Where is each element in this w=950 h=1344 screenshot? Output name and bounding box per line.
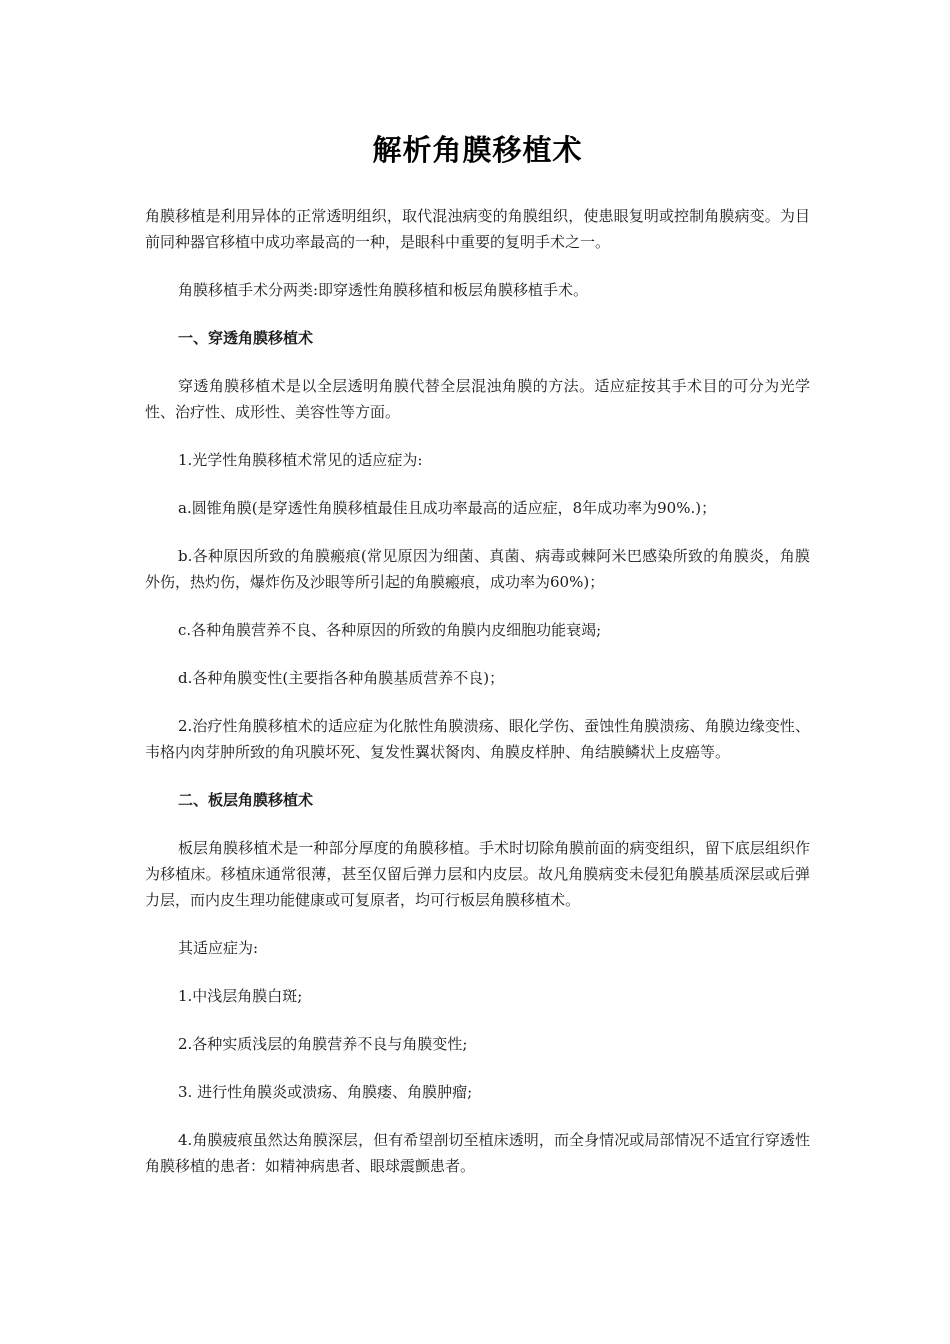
indication-item-c: c.各种角膜营养不良、各种原因的所致的角膜内皮细胞功能衰竭;: [178, 621, 602, 639]
surgery-types-paragraph: 角膜移植手术分两类:即穿透性角膜移植和板层角膜移植手术。: [178, 281, 589, 299]
therapeutic-indications: 2.治疗性角膜移植术的适应症为化脓性角膜溃疡、眼化学伤、蚕蚀性角膜溃疡、角膜边缘变性、韦格内肉芽肿所致的角巩膜坏死、复发性翼状胬肉、角膜皮样肿、角结膜鳞状上皮癌等。: [145, 717, 810, 761]
lamellar-item-4: 4.角膜疲痕虽然达角膜深层，但有希望剖切至植床透明，而全身情况或局部情况不适宜行穿透性角膜移植的患者：如精神病患者、眼球震颤患者。: [145, 1131, 810, 1175]
lamellar-indications-heading: 其适应症为:: [178, 939, 259, 957]
indication-item-b: b.各种原因所致的角膜瘢痕(常见原因为细菌、真菌、病毒或棘阿米巴感染所致的角膜炎，角膜外伤，热灼伤，爆炸伤及沙眼等所引起的角膜瘢痕，成功率为60%)；: [145, 547, 810, 591]
section-heading-lamellar: 二、板层角膜移植术: [178, 791, 314, 809]
document-title: 解析角膜移植术: [372, 133, 583, 167]
lamellar-item-1: 1.中浅层角膜白斑;: [178, 987, 303, 1005]
section-heading-penetrating: 一、穿透角膜移植术: [178, 329, 314, 347]
lamellar-item-3: 3. 进行性角膜炎或溃疡、角膜瘘、角膜肿瘤;: [178, 1083, 473, 1101]
penetrating-description: 穿透角膜移植术是以全层透明角膜代替全层混浊角膜的方法。适应症按其手术目的可分为光学性、治疗性、成形性、美容性等方面。: [145, 377, 810, 421]
indication-item-a: a.圆锥角膜(是穿透性角膜移植最佳且成功率最高的适应症，8年成功率为90%.)；: [178, 499, 717, 517]
lamellar-description: 板层角膜移植术是一种部分厚度的角膜移植。手术时切除角膜前面的病变组织，留下底层组织作为移植床。移植床通常很薄，甚至仅留后弹力层和内皮层。故凡角膜病变未侵犯角膜基质深层或后弹力层，而内皮生理功能健康或可复原者，均可行板层角膜移植术。: [145, 839, 810, 909]
intro-paragraph: 角膜移植是利用异体的正常透明组织，取代混浊病变的角膜组织，使患眼复明或控制角膜病变。为目前同种器官移植中成功率最高的一种，是眼科中重要的复明手术之一。: [145, 207, 810, 251]
optical-indications-heading: 1.光学性角膜移植术常见的适应症为:: [178, 451, 423, 469]
document-page: [145, 130, 810, 1201]
lamellar-item-2: 2.各种实质浅层的角膜营养不良与角膜变性;: [178, 1035, 468, 1053]
indication-item-d: d.各种角膜变性(主要指各种角膜基质营养不良)；: [178, 669, 505, 687]
